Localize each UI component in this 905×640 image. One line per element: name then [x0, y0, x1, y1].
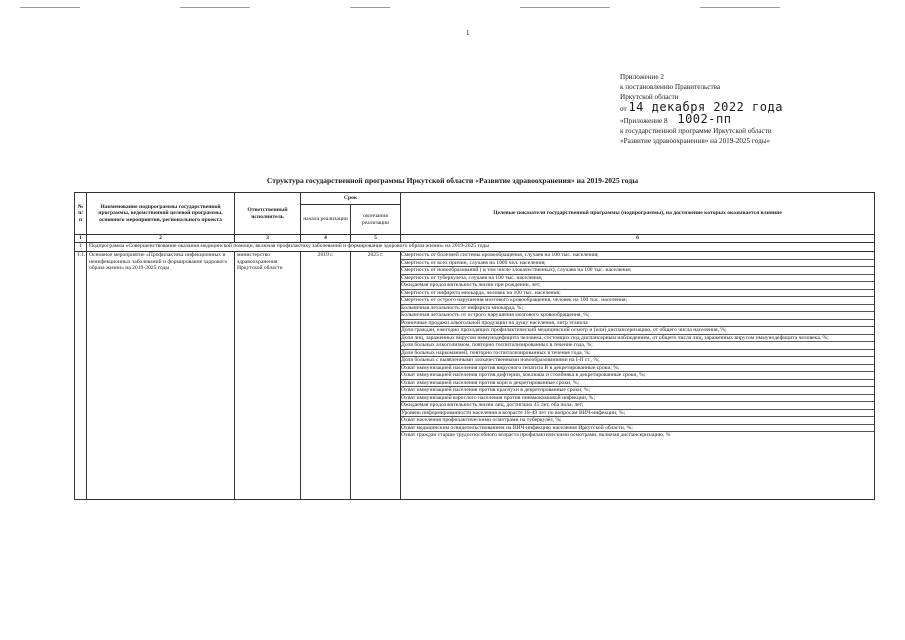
- indicator-item: Розничные продажи алкогольной продукции на душу населения, литр этанола: [401, 320, 874, 328]
- indicator-item: Доля больных с выявленными злокачественными новообразованиями на I-II ст., %;: [401, 357, 874, 365]
- indicator-item: Охват иммунизацией населения против вирусного гепатита В в декретированные сроки, %;: [401, 365, 874, 373]
- indicator-item: Смертность от новообразований ( в том числе злокачественных), случаев на 100 тыс. населения;: [401, 267, 874, 275]
- indicator-item: Больничная летальность от инфаркта миокарда, %;: [401, 305, 874, 313]
- scan-artifact-line: [20, 7, 80, 8]
- row-number: 1.1.: [75, 252, 87, 500]
- indicator-item: Доля граждан, ежегодно проходящих профилактический медицинский осмотр и (или) диспансеризацию, от общего числа населения, %;: [401, 327, 874, 335]
- row-start: 2019 г.: [301, 252, 351, 500]
- indicator-item: Смертность от туберкулеза, случаев на 100 тыс. населения;: [401, 275, 874, 283]
- header-end: окончания реализации: [351, 205, 401, 235]
- subprogram-title: Подпрограмма «Совершенствование оказания медицинской помощи, включая профилактику заболеваний и формирование здорового образа жизни» на 2019-2025 годы: [87, 243, 875, 252]
- program-structure-table: [74, 192, 875, 500]
- appendix-line: Приложение 2: [620, 73, 664, 81]
- appendix-number-line: [620, 114, 783, 126]
- appendix-line: Иркутской области: [620, 93, 679, 101]
- indicators-cell: [401, 252, 875, 500]
- column-number: 5: [351, 235, 401, 243]
- indicator-item: Охват иммунизацией населения против кори в декретированные сроки, %;: [401, 380, 874, 388]
- scan-artifact-line: [180, 7, 250, 8]
- scan-artifact-line: [520, 7, 610, 8]
- number-prefix: «Приложение 8: [620, 117, 668, 125]
- indicator-item: Охват населения профилактическими осмотрами на туберкулёз, %;: [401, 417, 874, 425]
- column-numbers-row: [75, 235, 875, 243]
- appendix-line: «Развитие здравоохранения» на 2019-2025 годы»: [620, 137, 771, 145]
- subprogram-row: [75, 243, 875, 252]
- header-indicators: Целевые показатели государственной программы (подпрограммы), на достижение которых оказывается влияние: [401, 193, 875, 235]
- appendix-line: к постановлению Правительства: [620, 83, 721, 91]
- indicator-item: Охват медицинским освидетельствованием на ВИЧ-инфекцию населения Иркутской области, %;: [401, 425, 874, 433]
- indicator-item: Больничная летальность от острого нарушения мозгового кровообращения, %;: [401, 312, 874, 320]
- indicator-item: Ожидаемая продолжительность жизни лиц, достигших 45 лет, оба пола, лет;: [401, 402, 874, 410]
- column-number: 4: [301, 235, 351, 243]
- indicator-item: Охват иммунизацией населения против дифтерии, коклюша и столбняка в декретированные сроки, %;: [401, 372, 874, 380]
- header-executor: Ответственный исполнитель: [235, 193, 301, 235]
- indicator-item: Смертность от инфаркта миокарда, человек на 100 тыс. населения;: [401, 290, 874, 298]
- appendix-header: [620, 72, 783, 146]
- indicator-item: Охват иммунизацией взрослого населения против пневмококковой инфекции, %;: [401, 395, 874, 403]
- indicator-item: Смертность от всех причин, случаев на 1000 чел. населения;: [401, 260, 874, 268]
- indicator-item: Ожидаемая продолжительность жизни при рождении, лет;: [401, 282, 874, 290]
- column-number: 3: [235, 235, 301, 243]
- page-number: 1: [466, 29, 470, 37]
- column-number: 2: [87, 235, 235, 243]
- header-start: начала реализации: [301, 205, 351, 235]
- column-number: 6: [401, 235, 875, 243]
- row-end: 2025 г.: [351, 252, 401, 500]
- indicator-item: Доля больных алкоголизмом, повторно госпитализированных в течение года, %;: [401, 342, 874, 350]
- header-number: № п/п: [75, 193, 87, 235]
- indicator-item: Смертность от болезней системы кровообращения, случаев на 100 тыс. населения;: [401, 252, 874, 260]
- decree-date: 14 декабря 2022 года: [628, 100, 783, 114]
- scan-artifact-line: [700, 7, 780, 8]
- row-name: Основное мероприятие «Профилактика инфекционных и неинфекционных заболеваний и формирование здорового образа жизни» на 2019-2025 годы: [87, 252, 235, 500]
- indicator-item: Уровень информированности населения в возрасте 18-49 лет по вопросам ВИЧ-инфекции, %;: [401, 410, 874, 418]
- indicator-item: Охват граждан старше трудоспособного возраста профилактическими осмотрами, включая диспансеризацию, %: [401, 432, 671, 438]
- row-executor: министерство здравоохранения Иркутской области: [235, 252, 301, 500]
- indicator-item: Доля лиц, зараженных вирусом иммунодефицита человека, состоящих под диспансерным наблюдением, от общего числа лиц, зараженных вирусом иммунодефицита человека, %;: [401, 335, 874, 343]
- scan-artifact-line: [350, 7, 390, 8]
- table-row: [75, 252, 875, 500]
- document-title: Структура государственной программы Иркутской области «Развитие здравоохранения» на 2019-2025 годы: [266, 176, 639, 185]
- header-term: Срок: [301, 193, 401, 205]
- indicator-item: Доля больных наркоманией, повторно госпитализированных в течение года, %;: [401, 350, 874, 358]
- subprogram-number: 1: [75, 243, 87, 252]
- appendix-line: к государственной программе Иркутской области: [620, 127, 772, 135]
- decree-number: 1002-пп: [677, 112, 732, 126]
- indicator-item: Охват иммунизацией населения против краснухи в декретированные сроки, %;: [401, 387, 874, 395]
- header-name: Наименование подпрограммы государственной программы, ведомственной целевой программы, основного мероприятия, регионального проекта: [87, 193, 235, 235]
- date-prefix: от: [620, 105, 627, 113]
- indicator-item: Смертность от острого нарушения мозгового кровообращения, человек на 100 тыс. населения;: [401, 297, 874, 305]
- column-number: 1: [75, 235, 87, 243]
